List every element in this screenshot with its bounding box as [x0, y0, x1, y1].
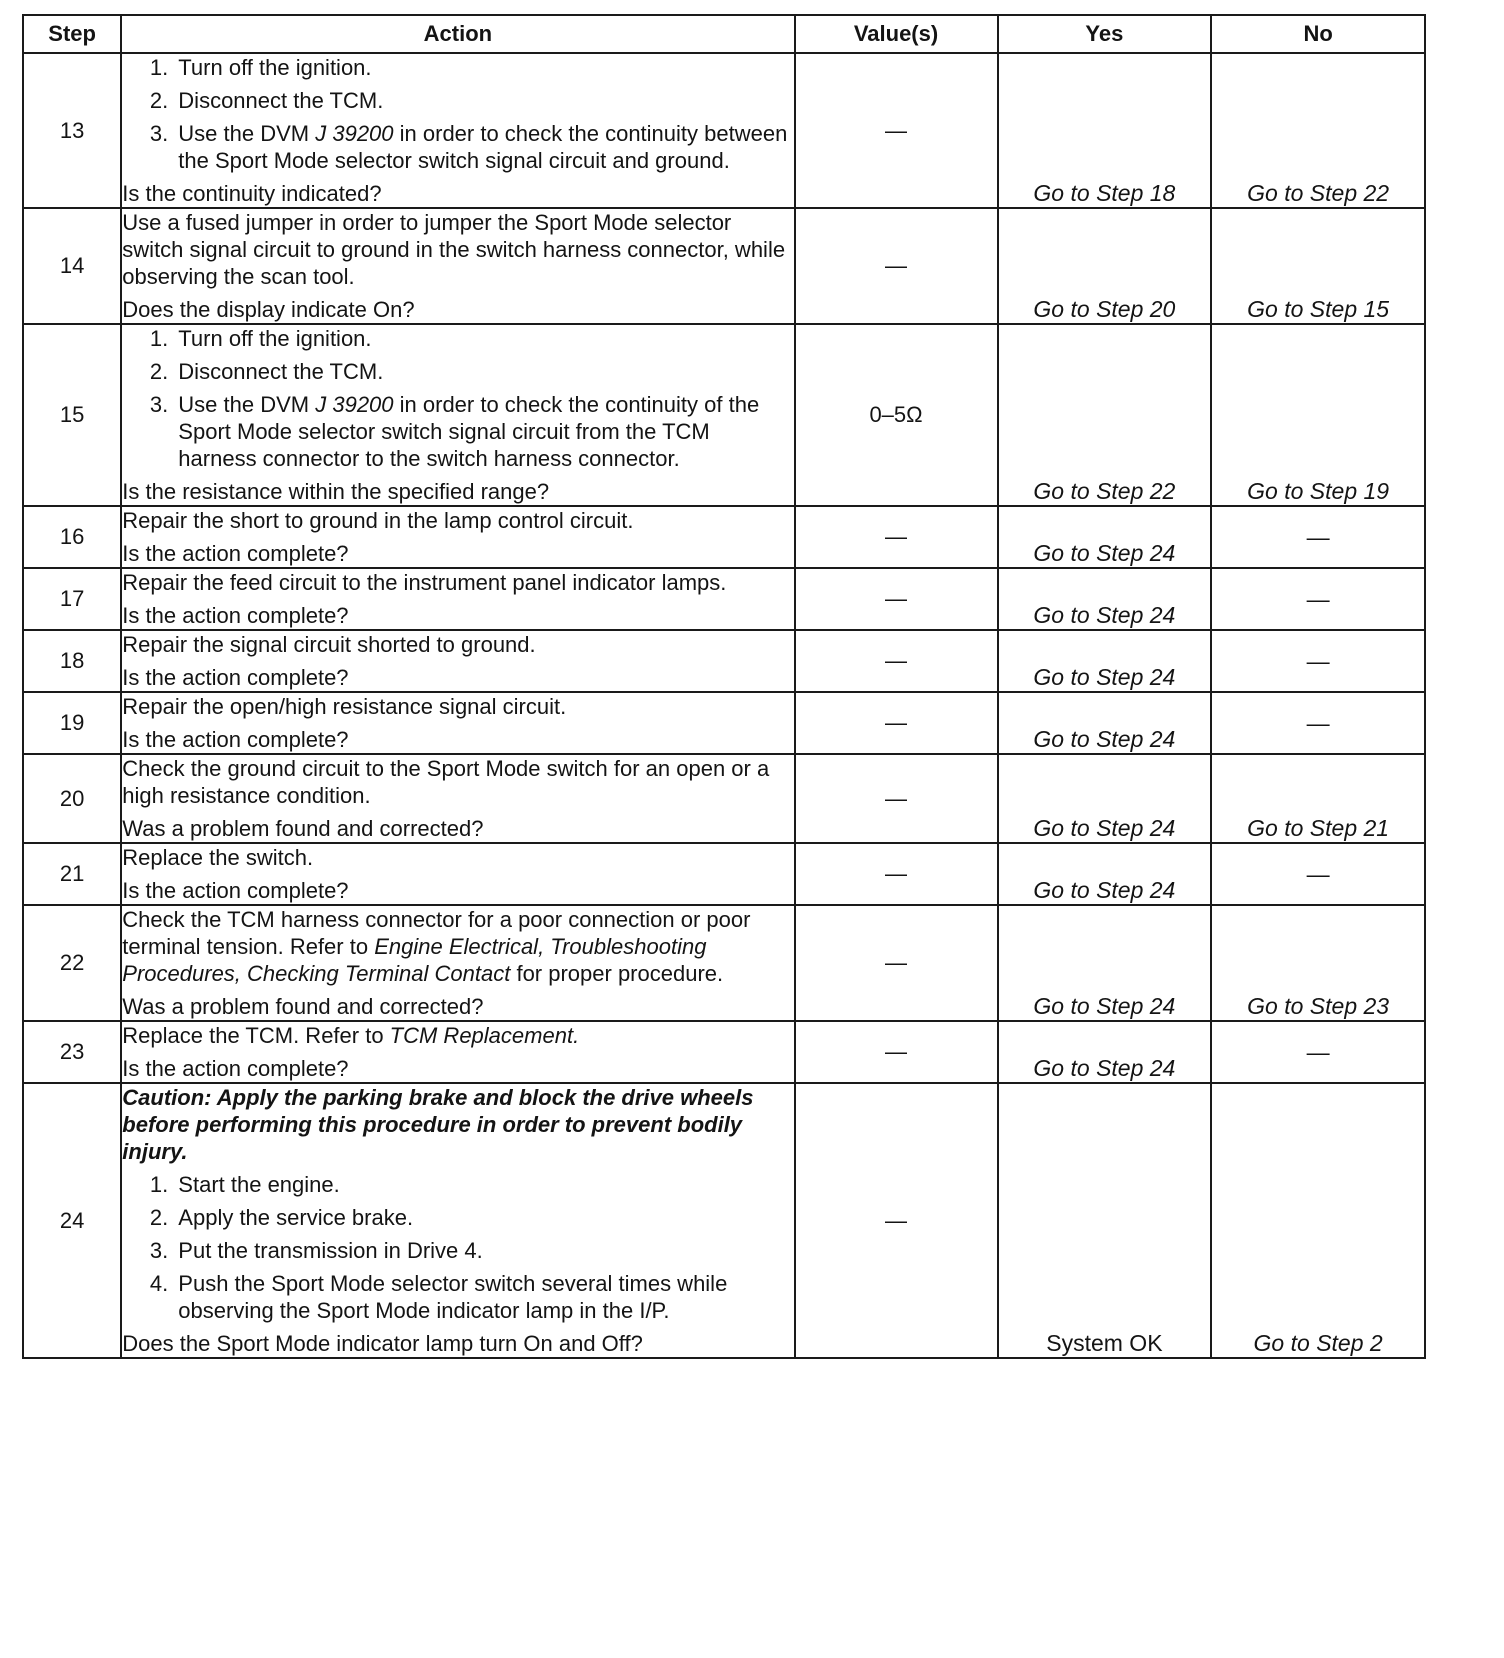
table-row: [23, 754, 1425, 843]
action-instruction: [122, 507, 793, 534]
yes-result: Go to Step 24: [998, 905, 1212, 1021]
step-number: 23: [23, 1021, 121, 1083]
action-question: Is the action complete?: [122, 727, 349, 752]
procedure-item: [174, 391, 793, 472]
value-cell: —: [795, 1021, 998, 1083]
action-cell: [121, 843, 794, 905]
action-text: in order to check the continuity of the Sport Mode selector switch signal circuit from the TCM harness connector to the switch harness connector.: [178, 392, 760, 471]
yes-result: Go to Step 24: [998, 506, 1212, 568]
action-text: Repair the feed circuit to the instrument panel indicator lamps.: [122, 570, 727, 595]
table-row: [23, 692, 1425, 754]
value-cell: —: [795, 208, 998, 324]
table-row: [23, 1083, 1425, 1358]
header-values: Value(s): [795, 15, 998, 53]
step-number: 22: [23, 905, 121, 1021]
action-reference: J 39200: [315, 121, 394, 146]
no-result: —: [1211, 506, 1425, 568]
action-cell: [121, 506, 794, 568]
action-text: for proper procedure.: [510, 961, 724, 986]
action-text: Disconnect the TCM.: [178, 359, 384, 384]
step-number: 18: [23, 630, 121, 692]
action-instruction: [122, 906, 793, 987]
action-question: Is the action complete?: [122, 1056, 349, 1081]
step-number: 13: [23, 53, 121, 208]
table-row: [23, 506, 1425, 568]
step-number: 19: [23, 692, 121, 754]
procedure-item: [174, 358, 793, 385]
step-number: 15: [23, 324, 121, 506]
header-yes: Yes: [998, 15, 1212, 53]
value-cell: —: [795, 53, 998, 208]
action-text: Apply the service brake.: [178, 1205, 414, 1230]
action-cell: [121, 905, 794, 1021]
action-cell: [121, 208, 794, 324]
action-question: Was a problem found and corrected?: [122, 994, 484, 1019]
action-question: Is the action complete?: [122, 541, 349, 566]
value-cell: —: [795, 692, 998, 754]
no-result: Go to Step 21: [1211, 754, 1425, 843]
action-reference: Engine Electrical, Troubleshooting Procedures, Checking Terminal Contact: [122, 934, 707, 986]
header-step: Step: [23, 15, 121, 53]
procedure-item: [174, 54, 793, 81]
no-result: —: [1211, 568, 1425, 630]
header-row: [23, 15, 1425, 53]
no-result: Go to Step 19: [1211, 324, 1425, 506]
action-cell: [121, 630, 794, 692]
table-row: [23, 843, 1425, 905]
action-text: Turn off the ignition.: [178, 326, 372, 351]
step-number: 16: [23, 506, 121, 568]
value-cell: —: [795, 905, 998, 1021]
value-cell: —: [795, 568, 998, 630]
no-result: —: [1211, 843, 1425, 905]
action-question: Is the action complete?: [122, 603, 349, 628]
procedure-item: [174, 325, 793, 352]
action-text: in order to check the continuity between the Sport Mode selector switch signal circuit and ground.: [178, 121, 788, 173]
action-text: Use a fused jumper in order to jumper the Sport Mode selector switch signal circuit to ground in the switch harness connector, while observing the scan tool.: [122, 210, 786, 289]
yes-result: Go to Step 20: [998, 208, 1212, 324]
no-result: Go to Step 15: [1211, 208, 1425, 324]
action-instruction: [122, 1022, 793, 1049]
action-text: Turn off the ignition.: [178, 55, 372, 80]
action-text: Push the Sport Mode selector switch several times while observing the Sport Mode indicator lamp in the I/P.: [178, 1271, 728, 1323]
no-result: Go to Step 2: [1211, 1083, 1425, 1358]
no-result: Go to Step 22: [1211, 53, 1425, 208]
procedure-list: [122, 54, 793, 174]
action-text: Replace the TCM. Refer to: [122, 1023, 390, 1048]
action-question: Is the resistance within the specified range?: [122, 479, 550, 504]
no-result: —: [1211, 692, 1425, 754]
no-result: —: [1211, 630, 1425, 692]
action-cell: [121, 324, 794, 506]
table-row: [23, 324, 1425, 506]
value-cell: —: [795, 754, 998, 843]
action-text: Use the DVM: [178, 121, 316, 146]
action-text: Check the ground circuit to the Sport Mode switch for an open or a high resistance condition.: [122, 756, 770, 808]
table-body: [23, 53, 1425, 1358]
action-instruction: [122, 569, 793, 596]
procedure-item: [174, 120, 793, 174]
table-row: [23, 1021, 1425, 1083]
step-number: 17: [23, 568, 121, 630]
procedure-item: [174, 1204, 793, 1231]
yes-result: Go to Step 24: [998, 754, 1212, 843]
action-cell: [121, 754, 794, 843]
action-question: Was a problem found and corrected?: [122, 816, 484, 841]
yes-result: Go to Step 22: [998, 324, 1212, 506]
yes-result: Go to Step 18: [998, 53, 1212, 208]
action-text: Repair the open/high resistance signal circuit.: [122, 694, 567, 719]
action-text: Repair the short to ground in the lamp control circuit.: [122, 508, 634, 533]
table-row: [23, 53, 1425, 208]
step-number: 24: [23, 1083, 121, 1358]
value-cell: —: [795, 1083, 998, 1358]
table-row: [23, 630, 1425, 692]
action-instruction: [122, 844, 793, 871]
yes-result: Go to Step 24: [998, 630, 1212, 692]
action-reference: TCM Replacement.: [389, 1023, 580, 1048]
action-instruction: [122, 693, 793, 720]
step-number: 21: [23, 843, 121, 905]
table-row: [23, 568, 1425, 630]
value-cell: —: [795, 843, 998, 905]
yes-result: Go to Step 24: [998, 843, 1212, 905]
caution-note: Caution: Apply the parking brake and block the drive wheels before performing this procedure in order to prevent bodily injury.: [122, 1085, 754, 1164]
action-instruction: [122, 209, 793, 290]
no-result: Go to Step 23: [1211, 905, 1425, 1021]
procedure-list: [122, 1171, 793, 1324]
table-row: [23, 905, 1425, 1021]
action-text: Check the TCM harness connector for a poor connection or poor terminal tension. Refer to: [122, 907, 751, 959]
action-cell: [121, 692, 794, 754]
action-cell: [121, 1021, 794, 1083]
action-question: Is the action complete?: [122, 665, 349, 690]
action-reference: J 39200: [315, 392, 394, 417]
action-instruction: [122, 631, 793, 658]
procedure-item: [174, 1237, 793, 1264]
action-question: Does the display indicate On?: [122, 297, 415, 322]
action-question: Does the Sport Mode indicator lamp turn On and Off?: [122, 1331, 643, 1356]
action-question: Is the action complete?: [122, 878, 349, 903]
step-number: 14: [23, 208, 121, 324]
header-no: No: [1211, 15, 1425, 53]
yes-result: Go to Step 24: [998, 568, 1212, 630]
procedure-list: [122, 325, 793, 472]
yes-result: System OK: [998, 1083, 1212, 1358]
action-text: Replace the switch.: [122, 845, 314, 870]
procedure-item: [174, 1171, 793, 1198]
value-cell: —: [795, 630, 998, 692]
action-cell: [121, 568, 794, 630]
diagnostic-table: [22, 14, 1426, 1359]
procedure-item: [174, 87, 793, 114]
action-text: Start the engine.: [178, 1172, 340, 1197]
value-cell: —: [795, 506, 998, 568]
action-cell: [121, 53, 794, 208]
value-cell: 0–5Ω: [795, 324, 998, 506]
yes-result: Go to Step 24: [998, 1021, 1212, 1083]
no-result: —: [1211, 1021, 1425, 1083]
action-text: Disconnect the TCM.: [178, 88, 384, 113]
action-text: Repair the signal circuit shorted to ground.: [122, 632, 536, 657]
yes-result: Go to Step 24: [998, 692, 1212, 754]
action-text: Use the DVM: [178, 392, 316, 417]
table-row: [23, 208, 1425, 324]
procedure-item: [174, 1270, 793, 1324]
action-instruction: [122, 755, 793, 809]
action-question: Is the continuity indicated?: [122, 181, 382, 206]
header-action: Action: [121, 15, 794, 53]
step-number: 20: [23, 754, 121, 843]
action-cell: [121, 1083, 794, 1358]
action-text: Put the transmission in Drive 4.: [178, 1238, 483, 1263]
